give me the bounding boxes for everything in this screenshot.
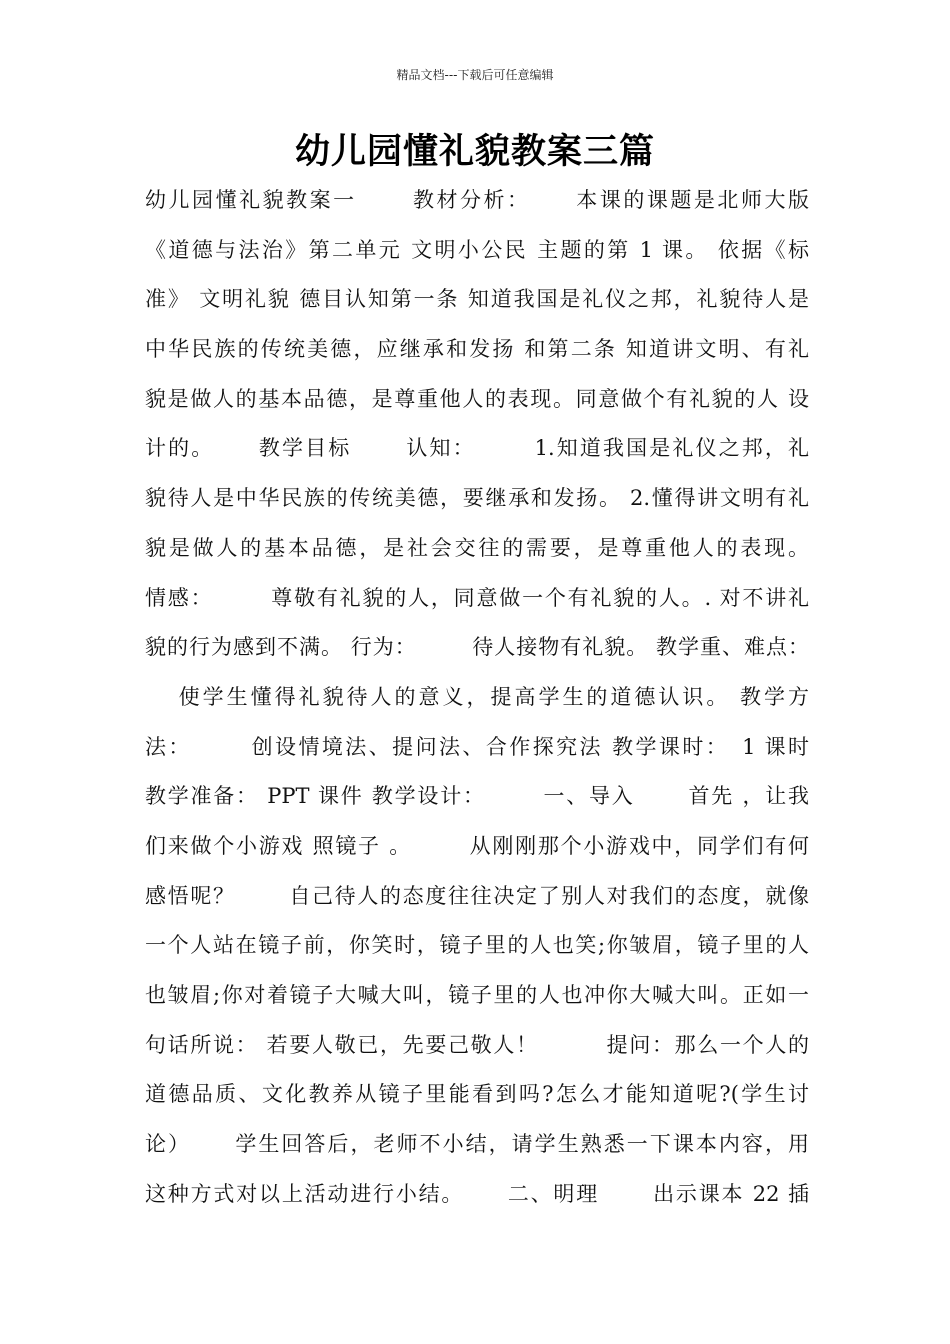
body-line: 情感： 尊敬有礼貌的人，同意做一个有礼貌的人。. 对不讲礼	[145, 585, 809, 610]
body-line: 法： 创设情境法、提问法、合作探究法 教学课时： 1 课时	[145, 734, 809, 759]
body-line: 《道德与法治》第二单元 文明小公民 主题的第 1 课。 依据《标	[145, 237, 809, 262]
body-line: 教学准备： PPT 课件 教学设计： 一、导入 首先 ，让我	[145, 784, 809, 809]
body-line: 论） 学生回答后，老师不小结，请学生熟悉一下课本内容，用	[145, 1132, 809, 1157]
body-line: 一个人站在镜子前，你笑时，镜子里的人也笑;你皱眉，镜子里的人	[145, 933, 809, 958]
header-note: 精品文档---下载后可任意编辑	[396, 68, 554, 82]
body-line: 貌待人是中华民族的传统美德，要继承和发扬。 2.懂得讲文明有礼	[145, 486, 809, 511]
body-line: 道德品质、文化教养从镜子里能看到吗?怎么才能知道呢?(学生讨	[145, 1082, 809, 1107]
body-line: 中华民族的传统美德，应继承和发扬 和第二条 知道讲文明、有礼	[145, 337, 809, 362]
body-line: 貌是做人的基本品德，是尊重他人的表现。同意做个有礼貌的人 设	[145, 386, 809, 411]
body-line: 准》 文明礼貌 德目认知第一条 知道我国是礼仪之邦，礼貌待人是	[145, 287, 809, 312]
document-title: 幼儿园懂礼貌教案三篇	[294, 132, 655, 172]
body-line: 们来做个小游戏 照镜子 。 从刚刚那个小游戏中，同学们有何	[145, 833, 809, 858]
body-line: 貌是做人的基本品德，是社会交往的需要，是尊重他人的表现。	[145, 535, 809, 560]
body-line: 这种方式对以上活动进行小结。 二、明理 出示课本 22 插	[145, 1181, 809, 1206]
body-line: 使学生懂得礼貌待人的意义，提高学生的道德认识。 教学方	[145, 684, 809, 709]
body-line: 貌的行为感到不满。 行为： 待人接物有礼貌。 教学重、难点：	[145, 635, 809, 660]
body-line: 计的。 教学目标 认知： 1.知道我国是礼仪之邦，礼	[145, 436, 809, 461]
body-line: 句话所说： 若要人敬已，先要己敬人！ 提问：那么一个人的	[145, 1032, 809, 1057]
body-line: 感悟呢？ 自己待人的态度往往决定了别人对我们的态度，就像	[145, 883, 809, 908]
body-line: 也皱眉;你对着镜子大喊大叫，镜子里的人也冲你大喊大叫。正如一	[145, 983, 809, 1007]
document-body	[145, 176, 809, 1219]
body-line: 幼儿园懂礼貌教案一 教材分析： 本课的课题是北师大版	[145, 188, 809, 212]
